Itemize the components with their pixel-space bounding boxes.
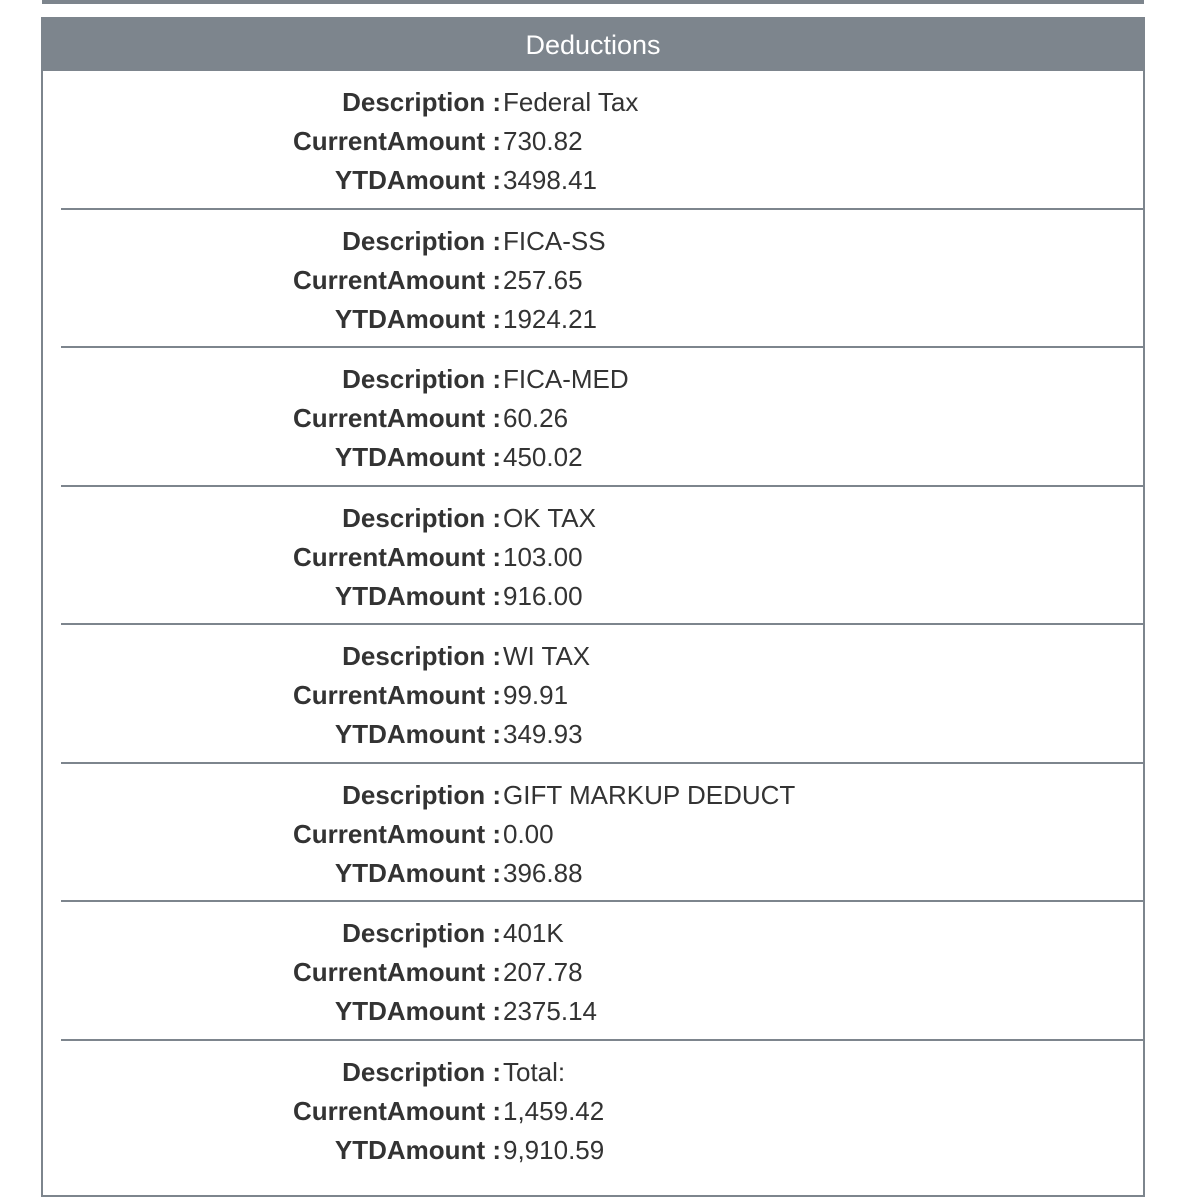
description-label: Description : xyxy=(342,641,501,671)
current-amount-label: CurrentAmount : xyxy=(293,680,501,710)
deduction-item xyxy=(61,71,1143,210)
ytd-amount-label: YTDAmount : xyxy=(334,580,501,611)
ytd-amount-value: 3498.41 xyxy=(503,165,597,195)
deduction-item xyxy=(61,764,1143,903)
ytd-amount-value: 1924.21 xyxy=(503,303,597,334)
panel-title: Deductions xyxy=(43,19,1143,71)
ytd-amount-value: 349.93 xyxy=(503,719,583,749)
ytd-amount-value: 396.88 xyxy=(503,857,583,888)
deduction-item xyxy=(61,625,1143,764)
description-value: Federal Tax xyxy=(503,87,639,117)
description-label: Description : xyxy=(342,225,501,256)
deductions-panel xyxy=(41,17,1145,1197)
current-amount-label: CurrentAmount : xyxy=(293,818,501,849)
current-amount-label: CurrentAmount : xyxy=(293,403,501,433)
description-value: WI TAX xyxy=(503,641,591,671)
top-divider xyxy=(42,0,1144,4)
description-label: Description : xyxy=(342,502,501,533)
ytd-amount-label: YTDAmount : xyxy=(334,442,501,472)
ytd-amount-value: 9,910.59 xyxy=(503,1134,605,1165)
ytd-amount-label: YTDAmount : xyxy=(334,719,501,749)
deduction-item xyxy=(61,210,1143,349)
current-amount-value: 0.00 xyxy=(503,818,554,849)
ytd-amount-label: YTDAmount : xyxy=(334,857,501,888)
description-label: Description : xyxy=(342,918,501,948)
description-value: 401K xyxy=(503,918,564,948)
current-amount-label: CurrentAmount : xyxy=(293,264,501,295)
current-amount-label: CurrentAmount : xyxy=(293,541,501,572)
ytd-amount-value: 916.00 xyxy=(503,580,583,611)
deduction-total xyxy=(61,1041,1143,1180)
description-value: GIFT MARKUP DEDUCT xyxy=(503,779,796,810)
ytd-amount-value: 2375.14 xyxy=(503,996,597,1026)
ytd-amount-value: 450.02 xyxy=(503,442,583,472)
description-value: FICA-MED xyxy=(503,364,629,394)
description-label: Description : xyxy=(342,87,501,117)
description-value: Total: xyxy=(503,1056,566,1087)
current-amount-label: CurrentAmount : xyxy=(293,957,501,987)
current-amount-value: 1,459.42 xyxy=(503,1095,605,1126)
current-amount-value: 730.82 xyxy=(503,126,583,156)
description-label: Description : xyxy=(342,1056,501,1087)
current-amount-label: CurrentAmount : xyxy=(293,126,501,156)
deduction-item xyxy=(61,348,1143,487)
description-label: Description : xyxy=(342,364,501,394)
current-amount-value: 99.91 xyxy=(503,680,569,710)
deduction-item xyxy=(61,487,1143,626)
description-value: OK TAX xyxy=(503,502,596,533)
ytd-amount-label: YTDAmount : xyxy=(334,303,501,334)
description-label: Description : xyxy=(342,779,501,810)
ytd-amount-label: YTDAmount : xyxy=(334,165,501,195)
current-amount-value: 257.65 xyxy=(503,264,583,295)
deductions-list xyxy=(43,71,1143,1179)
current-amount-value: 103.00 xyxy=(503,541,583,572)
current-amount-value: 60.26 xyxy=(503,403,569,433)
description-value: FICA-SS xyxy=(503,225,606,256)
deduction-item xyxy=(61,902,1143,1041)
current-amount-value: 207.78 xyxy=(503,957,583,987)
current-amount-label: CurrentAmount : xyxy=(293,1095,501,1126)
ytd-amount-label: YTDAmount : xyxy=(334,996,501,1026)
ytd-amount-label: YTDAmount : xyxy=(334,1134,501,1165)
